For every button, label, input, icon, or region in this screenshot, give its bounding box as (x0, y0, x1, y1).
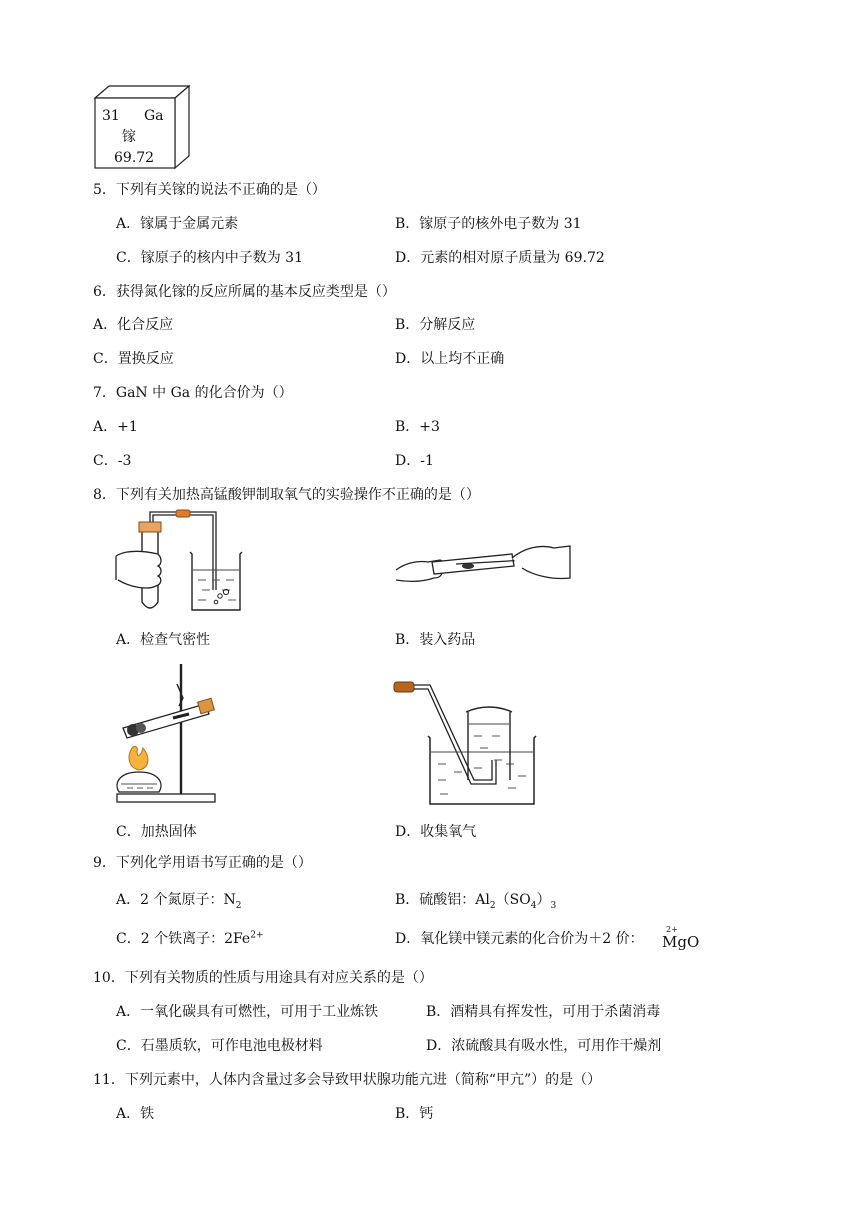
q9-option-b-sub1: 2 (489, 900, 496, 911)
element-number: 31 (102, 108, 120, 124)
q9-option-d-text: D．氧化镁中镁元素的化合价为＋2 价： (395, 931, 644, 947)
element-mass: 69.72 (114, 150, 155, 166)
q9-option-c (116, 930, 264, 948)
q8-option-c: C．加热固体 (116, 824, 197, 840)
q9-stem: 9．下列化学用语书写正确的是（） (93, 855, 312, 871)
q10-stem: 10．下列有关物质的性质与用途具有对应关系的是（） (93, 970, 433, 986)
q7-option-a: A．+1 (93, 419, 138, 435)
figure-collecting-oxygen (394, 680, 544, 810)
q10-option-d: D．浓硫酸具有吸水性，可用作干燥剂 (426, 1038, 662, 1054)
q9-option-d-formula-text: MgO (662, 933, 700, 951)
q10-option-c: C．石墨质软，可作电池电极材料 (116, 1038, 323, 1054)
q5-option-d: D．元素的相对原子质量为 69.72 (395, 250, 605, 266)
q9-option-d-charge: 2+ (666, 925, 678, 934)
q9-option-a-text: A．2 个氮原子：N (116, 892, 236, 908)
q9-option-d (395, 930, 644, 948)
figure-heating-solid (113, 662, 223, 807)
q6-stem: 6．获得氮化镓的反应所属的基本反应类型是（） (93, 284, 396, 300)
q9-option-b-mid: （SO (495, 892, 531, 908)
q9-option-c-superscript: 2+ (250, 930, 264, 941)
q6-option-b: B．分解反应 (395, 317, 476, 333)
q6-option-d: D．以上均不正确 (395, 351, 505, 367)
q8-option-a: A．检查气密性 (116, 632, 211, 648)
q11-option-b: B．钙 (395, 1106, 434, 1122)
q11-option-a: A．铁 (116, 1106, 155, 1122)
q5-option-a: A．镓属于金属元素 (116, 216, 239, 232)
q10-option-a: A．一氧化碳具有可燃性，可用于工业炼铁 (116, 1004, 379, 1020)
figure-airtightness-check (112, 510, 252, 615)
q9-option-b-sub2: 4 (530, 900, 537, 911)
element-name: 镓 (122, 129, 136, 145)
q7-option-c: C．-3 (93, 453, 132, 469)
q9-option-c-text: C．2 个铁离子：2Fe (116, 931, 251, 947)
q10-option-b: B．酒精具有挥发性，可用于杀菌消毒 (426, 1004, 661, 1020)
q5-option-c: C．镓原子的核内中子数为 31 (116, 250, 303, 266)
q7-option-b: B．+3 (395, 419, 440, 435)
q9-option-b-sub3: 3 (550, 900, 557, 911)
q8-option-d: D．收集氧气 (395, 824, 477, 840)
q8-stem: 8．下列有关加热高锰酸钾制取氧气的实验操作不正确的是（） (93, 487, 480, 503)
q6-option-a: A．化合反应 (93, 317, 174, 333)
q9-option-b-end: ） (536, 892, 551, 908)
q7-option-d: D．-1 (395, 453, 434, 469)
figure-loading-chemicals (394, 542, 574, 590)
q6-option-c: C．置换反应 (93, 351, 174, 367)
q11-stem: 11．下列元素中，人体内含量过多会导致甲状腺功能亢进（简称“甲亢”）的是（） (93, 1072, 602, 1088)
q8-option-b: B．装入药品 (395, 632, 476, 648)
q5-option-b: B．镓原子的核外电子数为 31 (395, 216, 582, 232)
element-symbol: Ga (144, 108, 164, 124)
q9-option-d-formula (662, 925, 700, 951)
q9-option-a (116, 891, 241, 909)
q9-option-b (395, 891, 556, 909)
q9-option-b-text: B．硫酸铝：Al (395, 892, 490, 908)
q7-stem: 7．GaN 中 Ga 的化合价为（） (93, 385, 293, 401)
q9-option-a-subscript: 2 (235, 900, 242, 911)
q5-stem: 5．下列有关镓的说法不正确的是（） (93, 182, 326, 198)
